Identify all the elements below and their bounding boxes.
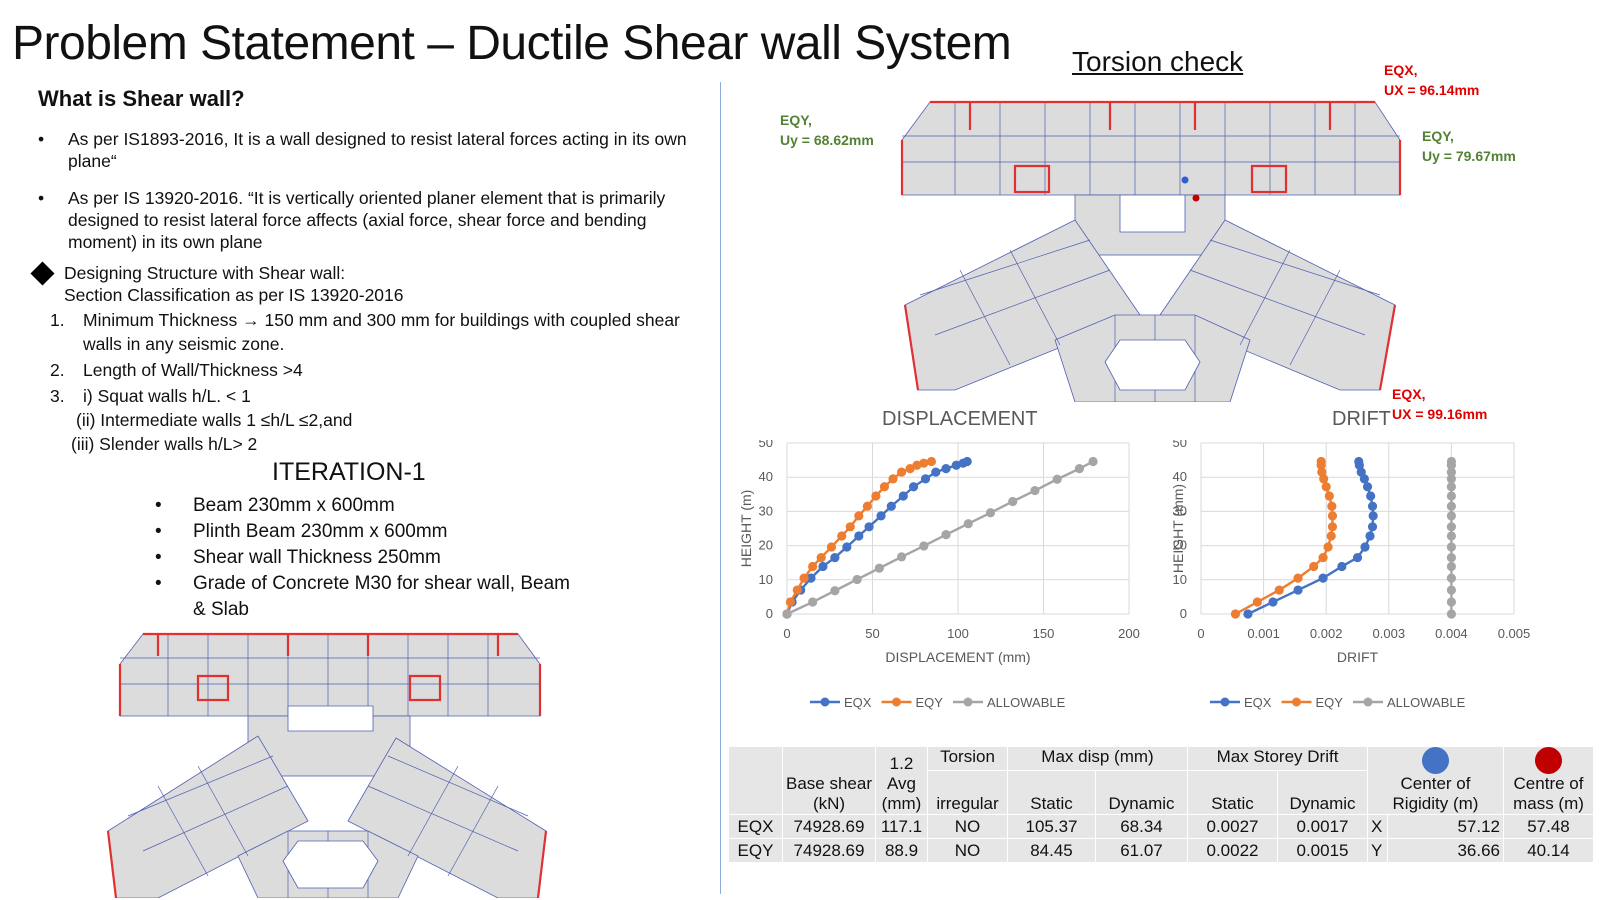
data-point-eqy (863, 502, 872, 511)
series-line-eqy (1235, 461, 1332, 614)
item-number: 2. (50, 360, 65, 380)
table-header-cell: 1.2 Avg (mm) (876, 747, 928, 815)
bullet-text: As per IS 13920-2016. “It is vertically oriented planer element that is primarily designed to resist lateral force affects (axial force, shear force and bending moment) in its own plane (68, 188, 666, 252)
y-tick-label: 30 (758, 503, 773, 519)
data-point-eqx (963, 457, 972, 466)
numbered-item (28, 358, 718, 382)
legend-marker (821, 698, 830, 707)
bullet-marker: • (38, 188, 45, 208)
data-point-eqy (897, 467, 906, 476)
data-point-allowable (782, 609, 791, 618)
item-text: i) Squat walls h/L. < 1 (83, 386, 251, 406)
x-tick-label: 0.004 (1435, 626, 1468, 641)
torsion-floor-plan-image (900, 100, 1420, 402)
data-point-allowable (1088, 457, 1097, 466)
data-point-eqx (818, 562, 827, 571)
item-text: Minimum Thickness → 150 mm and 300 mm for buildings with coupled shear walls in any seismic zone. (83, 310, 680, 354)
data-point-allowable (1030, 486, 1039, 495)
data-point-allowable (1447, 522, 1456, 531)
iteration-item (150, 545, 570, 571)
table-header-cell: Max disp (mm) (1008, 747, 1188, 771)
x-tick-label: 0.003 (1372, 626, 1406, 641)
legend-label: ALLOWABLE (1387, 695, 1466, 710)
y-tick-label: 50 (758, 440, 773, 450)
data-point-eqy (1309, 562, 1318, 571)
x-tick-label: 150 (1032, 626, 1055, 641)
floor-plan-image (98, 626, 558, 898)
data-point-eqy (1275, 585, 1284, 594)
data-point-eqx (941, 464, 950, 473)
sub-item: (iii) Slender walls h/L> 2 (71, 434, 258, 454)
table-header-cell: Torsion (928, 747, 1008, 771)
data-point-allowable (1447, 609, 1456, 618)
x-axis-label: DISPLACEMENT (mm) (885, 649, 1031, 665)
data-point-allowable (986, 508, 995, 517)
data-point-allowable (853, 575, 862, 584)
legend-label: EQX (844, 695, 872, 710)
displacement-chart-title: DISPLACEMENT (882, 408, 1038, 430)
table-header-cell: Base shear (kN) (783, 747, 876, 815)
data-point-eqy (1323, 542, 1332, 551)
data-point-eqx (1368, 522, 1377, 531)
data-point-allowable (1447, 573, 1456, 582)
data-point-allowable (897, 552, 906, 561)
data-point-allowable (964, 519, 973, 528)
data-point-eqy (837, 531, 846, 540)
x-tick-label: 0 (783, 626, 791, 641)
table-header-row (729, 747, 1594, 771)
data-point-allowable (1447, 502, 1456, 511)
data-point-eqx (1369, 511, 1378, 520)
data-point-allowable (941, 530, 950, 539)
legend-marker (1292, 698, 1301, 707)
data-point-eqy (854, 511, 863, 520)
y-axis-label: HEIGHT (m) (740, 489, 754, 568)
data-point-allowable (1447, 597, 1456, 606)
legend-marker (964, 698, 973, 707)
iteration-item (150, 571, 570, 623)
center-of-mass-icon (1535, 747, 1562, 774)
data-point-allowable (1447, 482, 1456, 491)
data-point-eqy (793, 585, 802, 594)
data-point-eqx (1368, 502, 1377, 511)
data-point-eqx (1365, 531, 1374, 540)
x-axis-label: DRIFT (1336, 649, 1379, 665)
y-tick-label: 0 (765, 606, 773, 621)
y-axis-label: HEIGHT (mm) (1172, 483, 1186, 574)
y-tick-label: 50 (1172, 440, 1187, 450)
table-header-cell (729, 747, 783, 815)
data-point-eqy (1253, 597, 1262, 606)
center-of-rigidity-marker (1182, 177, 1189, 184)
iteration-text: Grade of Concrete M30 for shear wall, Beam & Slab (193, 573, 571, 620)
eqy-right-annotation: EQY, Uy = 79.67mm (1422, 128, 1516, 164)
data-point-eqy (827, 542, 836, 551)
data-point-eqx (1360, 542, 1369, 551)
data-point-eqy (846, 522, 855, 531)
x-tick-label: 200 (1118, 626, 1140, 641)
table-header-cell: Static (1008, 771, 1096, 815)
y-tick-label: 40 (1172, 469, 1187, 485)
iteration-title: ITERATION-1 (272, 458, 426, 486)
data-point-eqy (1318, 553, 1327, 562)
diamond-bullet-icon (30, 261, 54, 285)
item-number: 3. (50, 386, 65, 406)
data-point-eqy (1231, 609, 1240, 618)
table-header-cell: Dynamic (1096, 771, 1188, 815)
bullet-marker: • (38, 129, 45, 149)
data-point-allowable (1008, 497, 1017, 506)
center-of-mass-marker (1193, 195, 1200, 202)
center-of-mass-header: Centre of mass (m) (1504, 747, 1594, 815)
data-point-allowable (1447, 457, 1456, 466)
iteration-text: Shear wall Thickness 250mm (193, 547, 441, 568)
data-point-allowable (919, 541, 928, 550)
y-tick-label: 10 (1172, 571, 1187, 587)
data-point-allowable (1447, 562, 1456, 571)
data-point-allowable (1075, 464, 1084, 473)
data-point-eqy (919, 459, 928, 468)
diamond-text-line: Designing Structure with Shear wall: (64, 263, 346, 283)
table-header-cell: Static (1188, 771, 1278, 815)
data-point-eqx (1337, 562, 1346, 571)
bullet-text: As per IS1893-2016, It is a wall designed to resist lateral forces acting in its own plane“ (68, 129, 687, 171)
data-point-eqy (786, 597, 795, 606)
page-title: Problem Statement – Ductile Shear wall System (12, 17, 1012, 70)
x-tick-label: 0 (1197, 626, 1205, 641)
x-tick-label: 0.001 (1247, 626, 1280, 641)
data-point-eqy (1328, 511, 1337, 520)
x-tick-label: 0.005 (1497, 626, 1531, 641)
y-tick-label: 10 (758, 571, 773, 587)
iteration-text: Plinth Beam 230mm x 600mm (193, 521, 448, 542)
legend-label: ALLOWABLE (987, 695, 1066, 710)
legend-label: EQX (1244, 695, 1272, 710)
item-number: 1. (50, 310, 65, 330)
data-point-allowable (808, 597, 817, 606)
item-text: Length of Wall/Thickness >4 (83, 360, 303, 380)
diamond-text-line: Section Classification as per IS 13920-2016 (64, 285, 404, 305)
iteration-list (150, 493, 570, 623)
data-point-eqy (808, 562, 817, 571)
data-point-eqx (931, 467, 940, 476)
series-line-eqx (1248, 461, 1373, 614)
data-point-eqx (876, 511, 885, 520)
data-point-eqx (887, 502, 896, 511)
data-point-allowable (1447, 491, 1456, 500)
eqx-top-annotation: EQX, UX = 96.14mm (1384, 62, 1480, 98)
data-point-allowable (875, 564, 884, 573)
data-point-eqy (888, 474, 897, 483)
x-tick-label: 100 (947, 626, 969, 641)
table-row: EQX 74928.69 117.1 NO 105.37 68.34 0.0027 0.0017 X 57.12 57.48 (729, 815, 1594, 839)
data-point-allowable (830, 586, 839, 595)
table-header-cell: Max Storey Drift (1188, 747, 1368, 771)
legend-marker (1364, 698, 1373, 707)
displacement-chart (740, 440, 1170, 740)
data-point-eqy (1328, 522, 1337, 531)
legend-label: EQY (1315, 695, 1343, 710)
numbered-item (28, 384, 718, 408)
data-point-eqx (842, 542, 851, 551)
data-point-eqy (1322, 482, 1331, 491)
bullet-item (28, 187, 718, 253)
drift-chart-title: DRIFT (1332, 408, 1391, 430)
iteration-item (150, 519, 570, 545)
legend-label: EQY (915, 695, 943, 710)
vertical-divider (720, 82, 721, 894)
data-point-eqx (1354, 457, 1363, 466)
left-text-panel (28, 84, 718, 456)
x-tick-label: 50 (865, 626, 880, 641)
eqy-left-annotation: EQY, Uy = 68.62mm (780, 112, 874, 148)
data-point-eqx (864, 522, 873, 531)
data-point-eqx (1366, 491, 1375, 500)
bullet-marker: • (155, 573, 162, 594)
y-tick-label: 40 (758, 469, 773, 485)
center-of-rigidity-icon (1422, 747, 1449, 774)
data-point-eqx (854, 531, 863, 540)
table-row: EQY 74928.69 88.9 NO 84.45 61.07 0.0022 0.0015 Y 36.66 40.14 (729, 839, 1594, 863)
table-header-cell: irregular (928, 771, 1008, 815)
data-point-eqy (817, 553, 826, 562)
data-point-eqx (1363, 482, 1372, 491)
data-point-eqy (1327, 502, 1336, 511)
data-point-allowable (1447, 511, 1456, 520)
data-point-eqx (899, 491, 908, 500)
y-tick-label: 20 (758, 537, 773, 553)
legend-marker (892, 698, 901, 707)
y-tick-label: 30 (1172, 503, 1187, 519)
data-point-eqy (880, 482, 889, 491)
data-point-allowable (1447, 553, 1456, 562)
results-table (728, 746, 1594, 863)
data-point-eqx (909, 482, 918, 491)
torsion-check-heading: Torsion check (1072, 46, 1244, 77)
data-point-eqy (871, 491, 880, 500)
data-point-eqy (1327, 531, 1336, 540)
bullet-marker: • (155, 521, 162, 542)
eqx-bottom-annotation: EQX, UX = 99.16mm (1392, 386, 1488, 422)
y-tick-label: 0 (1179, 606, 1187, 621)
sub-item: (ii) Intermediate walls 1 ≤h/L ≤2,and (76, 410, 353, 430)
data-point-eqy (1325, 491, 1334, 500)
data-point-eqy (1293, 573, 1302, 582)
data-point-allowable (1447, 531, 1456, 540)
bullet-item (28, 128, 718, 172)
data-point-eqx (921, 474, 930, 483)
diamond-item (28, 262, 718, 306)
data-point-eqx (1353, 553, 1362, 562)
section-heading: What is Shear wall? (38, 86, 245, 111)
table-header-cell: Dynamic (1278, 771, 1368, 815)
center-of-rigidity-header: Center of Rigidity (m) (1368, 747, 1504, 815)
numbered-item (28, 308, 718, 356)
legend-marker (1221, 698, 1230, 707)
data-point-eqy (927, 457, 936, 466)
data-point-allowable (1447, 542, 1456, 551)
data-point-eqx (1268, 597, 1277, 606)
data-point-allowable (1053, 475, 1062, 484)
x-tick-label: 0.002 (1309, 626, 1343, 641)
iteration-item (150, 493, 570, 519)
data-point-eqy (800, 573, 809, 582)
y-tick-label: 20 (1172, 537, 1187, 553)
drift-chart (1172, 440, 1594, 740)
data-point-eqy (1317, 457, 1326, 466)
bullet-marker: • (155, 547, 162, 568)
bullet-marker: • (155, 495, 162, 516)
data-point-eqx (1318, 573, 1327, 582)
iteration-text: Beam 230mm x 600mm (193, 495, 395, 516)
data-point-allowable (1447, 585, 1456, 594)
data-point-eqx (1243, 609, 1252, 618)
data-point-eqx (1293, 585, 1302, 594)
data-point-eqx (830, 553, 839, 562)
